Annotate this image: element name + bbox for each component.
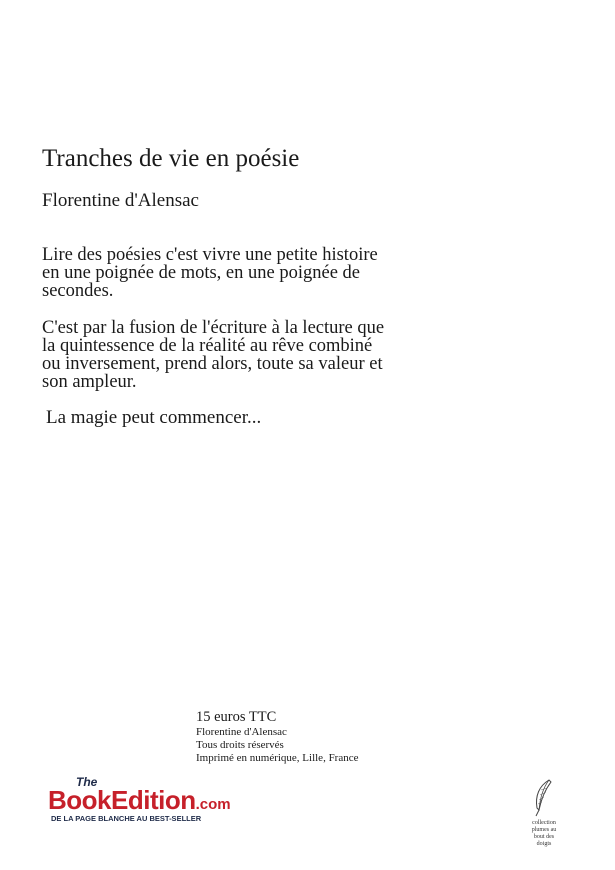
collection-line: plumes au xyxy=(531,827,557,833)
price: 15 euros TTC xyxy=(196,709,277,725)
blurb-line: la quintessence de la réalité au rêve combiné xyxy=(42,336,373,356)
logo-tagline: DE LA PAGE BLANCHE AU BEST-SELLER xyxy=(51,814,202,823)
blurb-paragraph-2 xyxy=(42,319,384,391)
logo-the: The xyxy=(76,775,98,789)
blurb-line: secondes. xyxy=(42,281,114,301)
colophon-printing: Imprimé en numérique, Lille, France xyxy=(196,752,359,764)
collection-label xyxy=(522,820,566,848)
book-author: Florentine d'Alensac xyxy=(42,190,199,211)
blurb-line: C'est par la fusion de l'écriture à la lecture que xyxy=(42,318,385,338)
collection-line: collection xyxy=(532,820,556,826)
blurb-paragraph-1 xyxy=(42,246,482,300)
colophon-author: Florentine d'Alensac xyxy=(196,726,287,738)
quill-icon xyxy=(529,778,559,818)
colophon xyxy=(196,709,359,765)
bookedition-logo xyxy=(48,772,248,822)
book-title: Tranches de vie en poésie xyxy=(42,145,300,172)
blurb-line: Lire des poésies c'est vivre une petite histoire xyxy=(42,245,378,265)
logo-name: BookEdition xyxy=(48,785,196,815)
blurb-line: son ampleur. xyxy=(42,372,137,392)
blurb-line: en une poignée de mots, en une poignée de xyxy=(42,263,360,283)
collection-line: bout des xyxy=(533,834,555,840)
blurb-paragraph-3: La magie peut commencer... xyxy=(46,407,262,428)
logo-dotcom: .com xyxy=(195,796,231,813)
blurb-line: ou inversement, prend alors, toute sa valeur et xyxy=(42,354,383,374)
colophon-rights: Tous droits réservés xyxy=(196,739,284,751)
collection-line: doigts xyxy=(536,841,552,847)
collection-mark xyxy=(522,778,566,848)
